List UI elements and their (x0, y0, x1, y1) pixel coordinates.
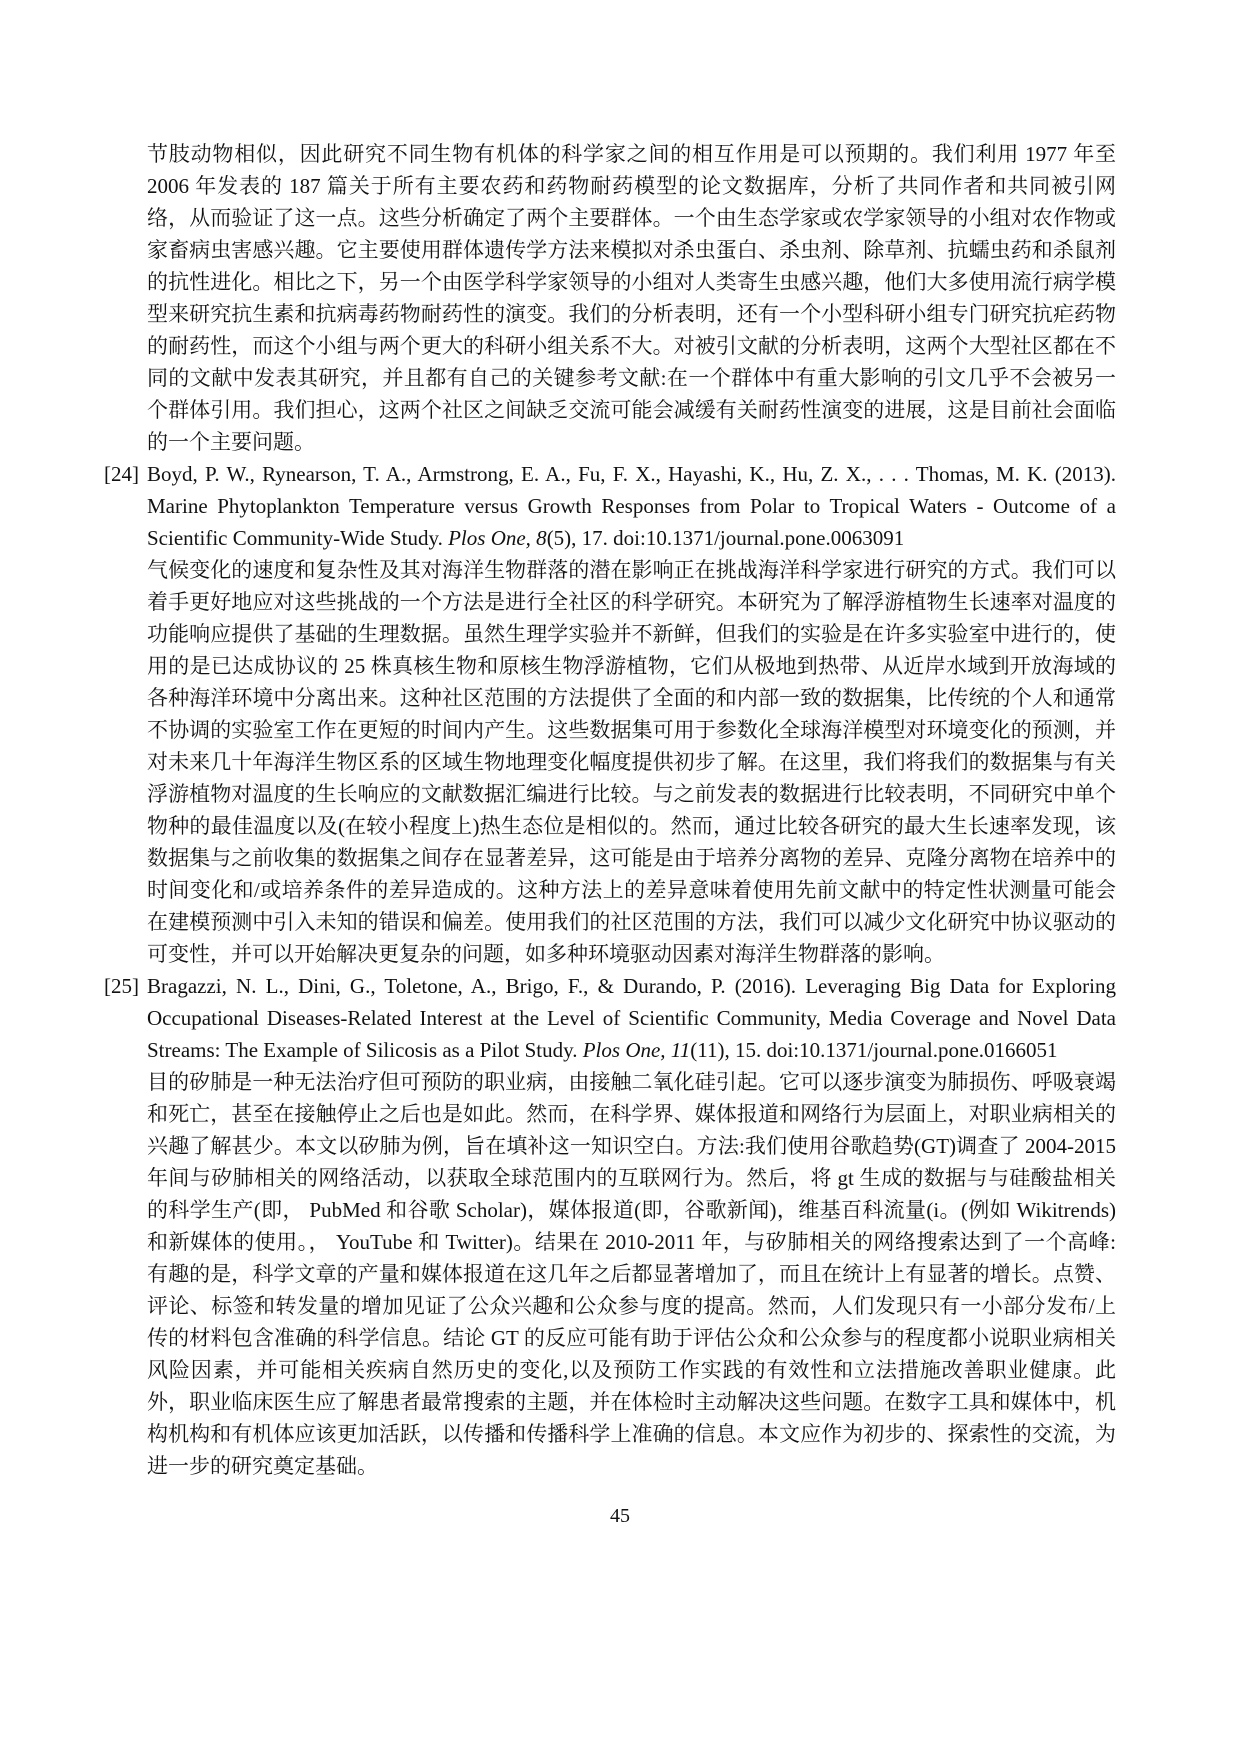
paragraph-continuation: 节肢动物相似，因此研究不同生物有机体的科学家之间的相互作用是可以预期的。我们利用 1977 年至 2006 年发表的 187 篇关于所有主要农药和药物耐药模型的论文数据库，分析了共同作者和共同被引网络，从而验证了这一点。这些分析确定了两个主要群体。一个由生态学家或农学家领导的小组对农作物或家畜病虫害感兴趣。它主要使用群体遗传学方法来模拟对杀虫蛋白、杀虫剂、除草剂、抗蠕虫药和杀鼠剂的抗性进化。相比之下，另一个由医学科学家领导的小组对人类寄生虫感兴趣，他们大多使用流行病学模型来研究抗生素和抗病毒药物耐药性的演变。我们的分析表明，还有一个小型科研小组专门研究抗疟药物的耐药性，而这个小组与两个更大的科研小组关系不大。对被引文献的分析表明，这两个大型社区都在不同的文献中发表其研究，并且都有自己的关键参考文献:在一个群体中有重大影响的引文几乎不会被另一个群体引用。我们担心，这两个社区之间缺乏交流可能会减缓有关耐药性演变的进展，这是目前社会面临的一个主要问题。 (147, 142, 1116, 454)
page-content (104, 138, 1116, 1482)
reference-abstract-zh: 目的矽肺是一种无法治疗但可预防的职业病，由接触二氧化硅引起。它可以逐步演变为肺损伤、呼吸衰竭和死亡，甚至在接触停止之后也是如此。然而，在科学界、媒体报道和网络行为层面上，对职业病相关的兴趣了解甚少。本文以矽肺为例，旨在填补这一知识空白。方法:我们使用谷歌趋势(GT)调查了 2004-2015 年间与矽肺相关的网络活动，以获取全球范围内的互联网行为。然后，将 gt 生成的数据与与硅酸盐相关的科学生产(即， PubMed 和谷歌 Scholar)，媒体报道(即，谷歌新闻)，维基百科流量(i。(例如 Wikitrends)和新媒体的使用。， YouTube 和 Twitter)。结果在 2010-2011 年，与矽肺相关的网络搜索达到了一个高峰:有趣的是，科学文章的产量和媒体报道在这几年之后都显著增加了，而且在统计上有显著的增长。点赞、评论、标签和转发量的增加见证了公众兴趣和公众参与度的提高。然而，人们发现只有一小部分发布/上传的材料包含准确的科学信息。结论 GT 的反应可能有助于评估公众和公众参与的程度都小说职业病相关风险因素，并可能相关疾病自然历史的变化,以及预防工作实践的有效性和立法措施改善职业健康。此外，职业临床医生应了解患者最常搜索的主题，并在体检时主动解决这些问题。在数字工具和媒体中，机构机构和有机体应该更加活跃，以传播和传播科学上准确的信息。本文应作为初步的、探索性的交流，为进一步的研究奠定基础。 (147, 1070, 1116, 1478)
journal-name: Plos One, 11 (582, 1038, 691, 1062)
reference-citation (147, 458, 1116, 554)
reference-citation (147, 970, 1116, 1066)
reference-body (147, 458, 1116, 970)
citation-doi: (11), 15. doi:10.1371/journal.pone.0166051 (690, 1038, 1058, 1062)
citation-text: Boyd, P. W., Rynearson, T. A., Armstrong, E. A., Fu, F. X., Hayashi, K., Hu, Z. X., . . . Thomas, M. K. (2013). Marine Phytoplankton Temperature versus Growth Responses from Polar to Tropical Waters - Outcome of a Scientific Community-Wide Study. (147, 462, 1116, 550)
reference-number: [25] (104, 974, 139, 998)
citation-text: Bragazzi, N. L., Dini, G., Toletone, A., Brigo, F., & Durando, P. (2016). Leveraging Big Data for Exploring Occupational Diseases-Related Interest at the Level of Scientific Community, Media Coverage and Novel Data Streams: The Example of Silicosis as a Pilot Study. (147, 974, 1116, 1062)
reference-entry-25 (104, 970, 1116, 1482)
reference-abstract-zh: 气候变化的速度和复杂性及其对海洋生物群落的潜在影响正在挑战海洋科学家进行研究的方式。我们可以着手更好地应对这些挑战的一个方法是进行全社区的科学研究。本研究为了解浮游植物生长速率对温度的功能响应提供了基础的生理数据。虽然生理学实验并不新鲜，但我们的实验是在许多实验室中进行的，使用的是已达成协议的 25 株真核生物和原核生物浮游植物，它们从极地到热带、从近岸水域到开放海域的各种海洋环境中分离出来。这种社区范围的方法提供了全面的和内部一致的数据集，比传统的个人和通常不协调的实验室工作在更短的时间内产生。这些数据集可用于参数化全球海洋模型对环境变化的预测，并对未来几十年海洋生物区系的区域生物地理变化幅度提供初步了解。在这里，我们将我们的数据集与有关浮游植物对温度的生长响应的文献数据汇编进行比较。与之前发表的数据进行比较表明，不同研究中单个物种的最佳温度以及(在较小程度上)热生态位是相似的。然而，通过比较各研究的最大生长速率发现，该数据集与之前收集的数据集之间存在显著差异，这可能是由于培养分离物的差异、克隆分离物在培养中的时间变化和/或培养条件的差异造成的。这种方法上的差异意味着使用先前文献中的特定性状测量可能会在建模预测中引入未知的错误和偏差。使用我们的社区范围的方法，我们可以减少文化研究中协议驱动的可变性，并可以开始解决更复杂的问题，如多种环境驱动因素对海洋生物群落的影响。 (147, 558, 1116, 966)
journal-name: Plos One, 8 (448, 526, 547, 550)
citation-doi: (5), 17. doi:10.1371/journal.pone.0063091 (546, 526, 905, 550)
page-number: 45 (610, 1505, 630, 1527)
reference-entry-24 (104, 458, 1116, 970)
reference-number: [24] (104, 462, 139, 486)
reference-body (147, 970, 1116, 1482)
